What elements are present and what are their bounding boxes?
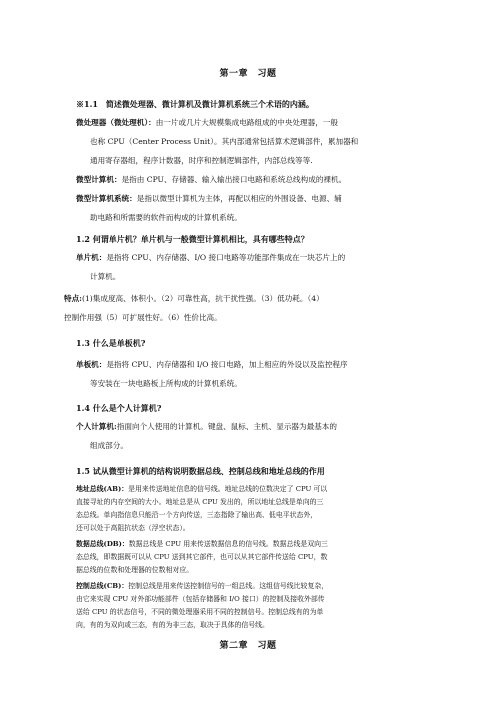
answer-1-5-line: [76, 483, 327, 496]
term-personal-computer: 个人计算机:: [76, 422, 117, 431]
chapter1-title: 第一章 习题: [219, 69, 277, 79]
answer-1-1-line: [76, 171, 346, 190]
term-microprocessor: 微处理器（微处理机）：: [76, 118, 156, 127]
answer-text: 是指以微型计算机为主体，再配以相应的外围设备、电源、辅: [136, 194, 342, 203]
term-address-bus: 地址总线(AB)：: [76, 485, 129, 493]
answer-1-1-line: [76, 114, 338, 133]
answer-text: 是用来传送地址信息的信号线。地址总线的位数决定了 CPU 可以: [128, 485, 328, 493]
question-1-5: 1.5 试从微型计算机的结构说明数据总线、控制总线和地址总线的作用: [76, 466, 325, 476]
answer-1-2-line: 计算机。: [90, 272, 121, 281]
answer-text: (1)集成度高、体积小。（2）可靠性高，抗干扰性强。（3）低功耗。（4）: [82, 294, 324, 303]
answer-text: 由一片或几片大规模集成电路组成的中央处理器，一般: [155, 118, 338, 127]
answer-text: 指面向个人使用的计算机。键盘、鼠标、主机、显示器为最基本的: [116, 422, 337, 431]
term-single-board: 单板机：: [76, 360, 107, 369]
term-microcomputer-system: 微型计算机系统：: [76, 194, 137, 203]
question-1-3: 1.3 什么是单板机?: [76, 338, 146, 348]
question-1-4: 1.4 什么是个人计算机?: [76, 403, 162, 413]
answer-1-5-line: 直接寻址的内存空间的大小。地址总是从 CPU 发出的，所以地址总线是单向的三: [76, 498, 324, 506]
answer-1-1-line: 通用寄存器组，程序计数器，时序和控制逻辑部件，内部总线等等.: [90, 156, 313, 165]
answer-1-2-line: 控制作用强（5）可扩展性好。（6）性价比高。: [64, 313, 222, 322]
answer-1-2-line: [76, 249, 345, 268]
answer-text: 是指将 CPU、内存储器和 I/O 接口电路，加上相应的外设以及监控程序: [106, 360, 348, 369]
question-1-1: ※1.1 简述微处理器、微计算机及微计算机系统三个术语的内涵。: [76, 99, 314, 109]
answer-1-3-line: 等安装在一块电路板上所构成的计算机系统。: [90, 379, 242, 388]
chapter2-title: 第二章 习题: [219, 641, 277, 651]
term-single-chip: 单片机：: [76, 253, 107, 262]
answer-1-2-line: [64, 290, 324, 309]
answer-1-5-line: 送给 CPU 的状态信号，不同的微处理器采用不同的控制信号。控制总线有的为单: [76, 608, 324, 616]
answer-1-3-line: [76, 356, 348, 375]
answer-text: 是指将 CPU、内存储器、I/O 接口电路等功能部件集成在一块芯片上的: [106, 253, 346, 262]
answer-1-5-line: 向，有的为双向或三态，有的为非三态，取决于具体的信号线。: [76, 621, 269, 629]
term-microcomputer: 微型计算机：: [76, 175, 122, 184]
term-features: 特点:: [64, 294, 82, 303]
answer-1-1-line: 也称 CPU（Center Process Unit）。其内部通常包括算术逻辑部件，累加器和: [90, 137, 359, 146]
answer-1-5-line: 态总线。单向指信息只能沿一个方向传送，三态指除了输出高、低电平状态外，: [76, 511, 318, 519]
answer-1-1-line: 助电路和所需要的软件而构成的计算机系统。: [90, 213, 242, 222]
answer-1-4-line: 组成部分。: [90, 441, 128, 450]
answer-1-5-line: 据总线的位数和处理器的位数相对应。: [76, 566, 194, 574]
question-1-2: 1.2 何谓单片机？单片机与一般微型计算机相比，具有哪些特点？: [76, 234, 309, 244]
answer-1-5-line: [76, 538, 328, 551]
term-control-bus: 控制总线(CB)：: [76, 582, 129, 590]
answer-1-5-line: [76, 580, 328, 593]
answer-1-5-line: 还可以处于高阻抗状态（浮空状态）。: [76, 524, 190, 532]
answer-1-5-line: 态总线，即数据既可以从 CPU 送到其它部件，也可以从其它部件传送给 CPU，数: [76, 553, 328, 561]
answer-1-1-line: [76, 190, 342, 209]
answer-1-5-line: 由它来实现 CPU 对外部功能部件（包括存储器和 I/O 接口）的控制及接收外部传: [76, 595, 325, 603]
answer-text: 是指由 CPU、存储器、输入输出接口电路和系统总线构成的裸机。: [121, 175, 347, 184]
answer-text: 数据总线是 CPU 用来传送数据信息的信号线。数据总线是双向三: [128, 540, 328, 548]
answer-1-4-line: [76, 418, 337, 437]
answer-text: 控制总线是用来传送控制信号的一组总线。这组信号线比较复杂，: [128, 582, 329, 590]
term-data-bus: 数据总线(DB)：: [76, 540, 129, 548]
